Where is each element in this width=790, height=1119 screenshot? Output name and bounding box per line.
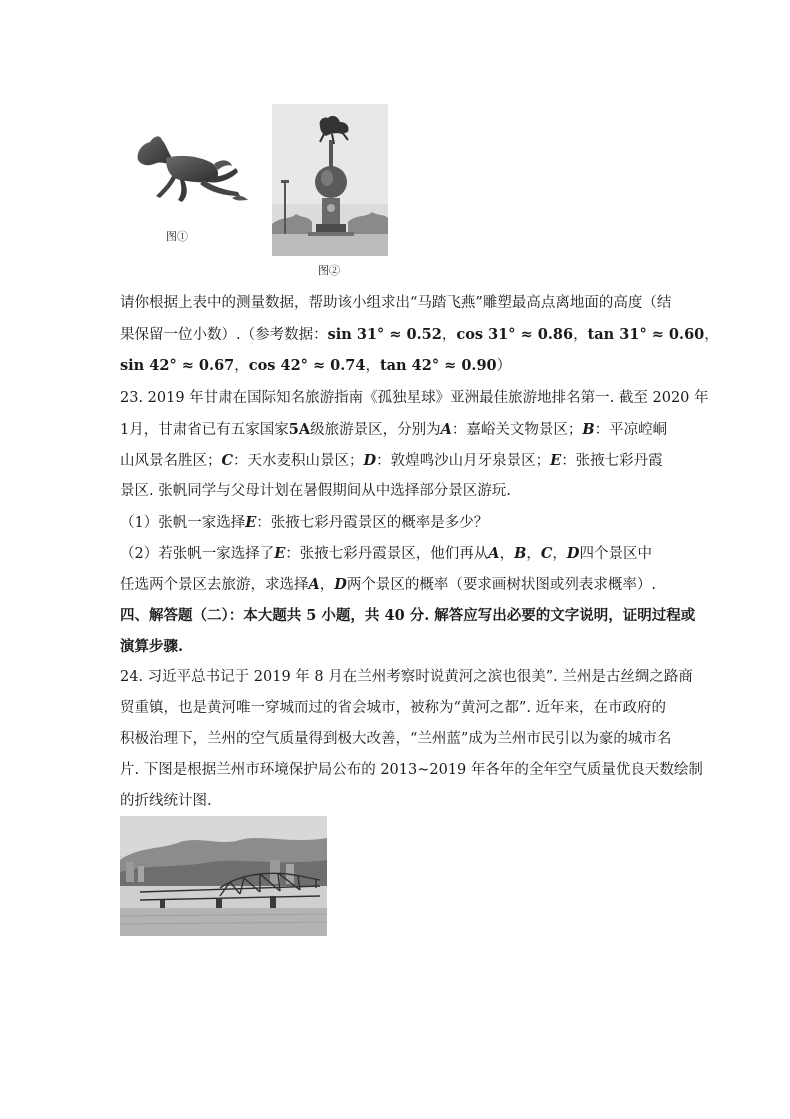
section-4-heading (120, 600, 696, 662)
question-23-text (120, 383, 709, 600)
ref-cos31: cos 31° ≈ 0.86 (456, 326, 574, 343)
q23-sub-1: （1）张帆一家选择E：张掖七彩丹霞景区的概率是多少？ (120, 514, 489, 531)
q22-line-2: 果保留一位小数）.（参考数据：sin 31° ≈ 0.52，cos 31° ≈ 0.86，tan 31° ≈ 0.60， (120, 326, 719, 343)
question-24-text (120, 662, 703, 817)
q23-sub-2-cont: 任选两个景区去旅游，求选择A，D两个景区的概率（要求画树状图或列表求概率）. (120, 576, 656, 593)
figure-1-horse-statue (132, 118, 252, 218)
figure-2-caption: 图② (318, 264, 340, 277)
figure-3-bridge-photo (120, 816, 327, 936)
monument-photo-image (272, 104, 388, 256)
figure-2-monument-photo (272, 104, 388, 256)
q24-line-3: 积极治理下，兰州的空气质量得到极大改善，“兰州蓝”成为兰州市民引以为豪的城市名 (120, 731, 672, 747)
q23-sub-2: （2）若张帆一家选择了E：张掖七彩丹霞景区，他们再从A，B，C，D四个景区中 (120, 545, 652, 562)
bridge-photo-image (120, 816, 327, 936)
section-4-line-2: 演算步骤. (120, 638, 184, 655)
q22-line-3: sin 42° ≈ 0.67，cos 42° ≈ 0.74，tan 42° ≈ 0.90） (120, 357, 512, 374)
q24-line-2: 贸重镇，也是黄河唯一穿城而过的省会城市，被称为“黄河之都”. 近年来，在市政府的 (120, 700, 667, 716)
ref-sin42: sin 42° ≈ 0.67 (120, 357, 235, 374)
horse-statue-image (132, 118, 252, 218)
question-22-text (120, 288, 719, 381)
q24-line-5: 的折线统计图. (120, 793, 212, 809)
ref-tan42: tan 42° ≈ 0.90 (379, 357, 497, 374)
q23-line-1: 23. 2019 年甘肃在国际知名旅游指南《孤独星球》亚洲最佳旅游地排名第一. 截至 2020 年 (120, 390, 709, 406)
ref-sin31: sin 31° ≈ 0.52 (327, 326, 442, 343)
q24-line-4: 片. 下图是根据兰州市环境保护局公布的 2013~2019 年各年的全年空气质量优良天数绘制 (120, 762, 703, 778)
ref-cos42: cos 42° ≈ 0.74 (248, 357, 366, 374)
q22-line-1: 请你根据上表中的测量数据，帮助该小组求出“马踏飞燕”雕塑最高点离地面的高度（结 (120, 295, 672, 311)
q24-line-1: 24. 习近平总书记于 2019 年 8 月在兰州考察时说黄河之滨也很美”. 兰州是古丝绸之路商 (120, 669, 693, 685)
q23-line-4: 景区. 张帆同学与父母计划在暑假期间从中选择部分景区游玩. (120, 483, 511, 499)
figure-1-caption: 图① (166, 230, 188, 243)
q23-line-2: 1月，甘肃省已有五家国家5A级旅游景区，分别为A：嘉峪关文物景区；B：平凉崆峒 (120, 421, 668, 438)
section-4-line-1: 四、解答题（二）：本大题共 5 小题，共 40 分. 解答应写出必要的文字说明，证明过程或 (120, 607, 696, 624)
ref-tan31: tan 31° ≈ 0.60 (587, 326, 705, 343)
q23-line-3: 山风景名胜区；C：天水麦积山景区；D：敦煌鸣沙山月牙泉景区；E：张掖七彩丹霞 (120, 452, 663, 469)
